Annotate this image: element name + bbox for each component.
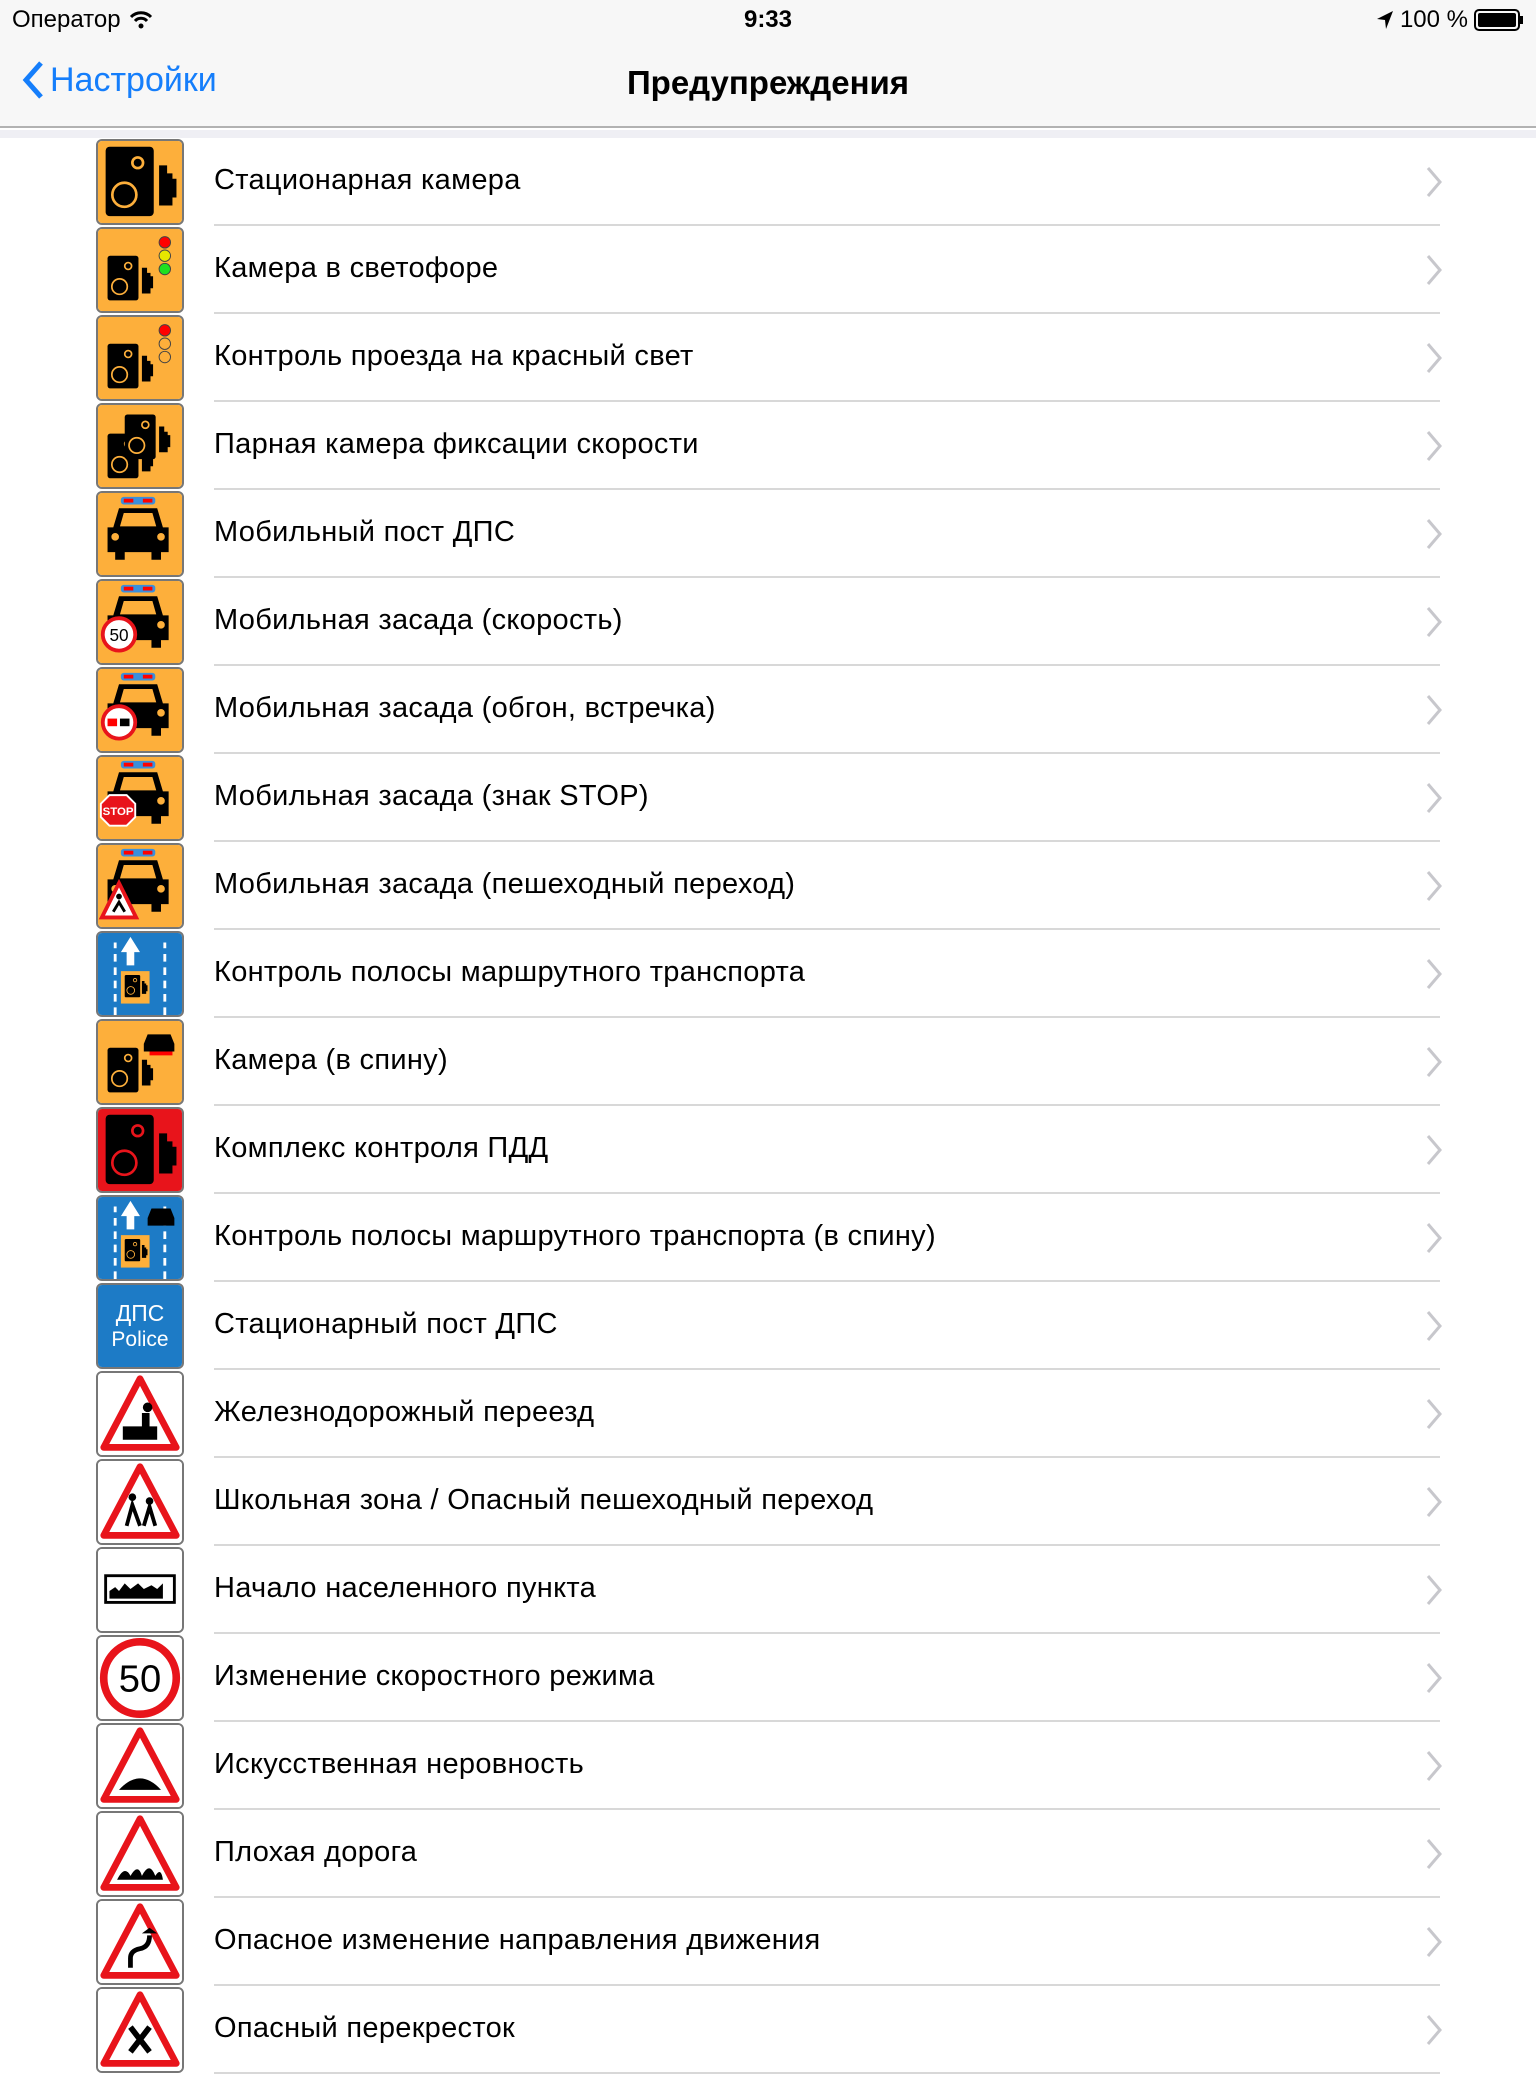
list-item[interactable]: [0, 930, 1536, 1018]
bad-road-sign-icon: [96, 1811, 184, 1897]
chevron-right-icon: [1424, 1396, 1444, 1432]
list-item[interactable]: [0, 1194, 1536, 1282]
list-item-label: Начало населенного пункта: [214, 1572, 597, 1604]
chevron-right-icon: [1424, 1484, 1444, 1520]
list-item[interactable]: [0, 1282, 1536, 1370]
chevron-right-icon: [1424, 516, 1444, 552]
chevron-right-icon: [1424, 252, 1444, 288]
list-item[interactable]: [0, 1722, 1536, 1810]
chevron-right-icon: [1424, 1132, 1444, 1168]
list-item-label: Комплекс контроля ПДД: [214, 1132, 549, 1164]
police-post-icon: [96, 1283, 184, 1369]
back-label: Настройки: [50, 60, 217, 99]
chevron-right-icon: [1424, 164, 1444, 200]
battery-percent: 100 %: [1399, 6, 1468, 33]
navigation-bar: [0, 40, 1536, 128]
list-item-label: Плохая дорога: [214, 1836, 418, 1868]
carrier: Оператор: [12, 6, 121, 33]
list-item[interactable]: [0, 1370, 1536, 1458]
warnings-list: [0, 138, 1536, 2074]
camera-red-light-icon: [96, 315, 184, 401]
list-item-label: Опасное изменение направления движения: [214, 1924, 821, 1956]
clock: 9:33: [743, 6, 793, 33]
town-sign-icon: [96, 1547, 184, 1633]
list-item-label: Камера (в спину): [214, 1044, 448, 1076]
list-item-label: Парная камера фиксации скорости: [214, 428, 699, 460]
list-item[interactable]: [0, 1018, 1536, 1106]
list-item-label: Мобильная засада (скорость): [214, 604, 623, 636]
list-item-label: Контроль проезда на красный свет: [214, 340, 694, 372]
chevron-right-icon: [1424, 604, 1444, 640]
section-gap: [0, 130, 1536, 138]
chevron-right-icon: [1424, 340, 1444, 376]
svg-text:50: 50: [118, 1657, 162, 1701]
bus-lane-icon: [96, 931, 184, 1017]
chevron-right-icon: [1424, 1836, 1444, 1872]
list-item-label: Контроль полосы маршрутного транспорта (в спину): [214, 1220, 936, 1252]
list-item-label: Мобильная засада (знак STOP): [214, 780, 649, 812]
list-item[interactable]: [0, 226, 1536, 314]
police-car-stop-icon: [96, 755, 184, 841]
list-item-label: Мобильная засада (пешеходный переход): [214, 868, 796, 900]
chevron-right-icon: [1424, 956, 1444, 992]
list-item[interactable]: [0, 1458, 1536, 1546]
speed-limit-sign-icon: [96, 1635, 184, 1721]
police-car-overtake-icon: [96, 667, 184, 753]
chevron-right-icon: [1424, 1308, 1444, 1344]
list-item[interactable]: [0, 490, 1536, 578]
chevron-right-icon: [1424, 692, 1444, 728]
svg-text:STOP: STOP: [102, 806, 134, 819]
back-button[interactable]: [22, 60, 217, 100]
list-item-label: Опасный перекресток: [214, 2012, 516, 2044]
railway-sign-icon: [96, 1371, 184, 1457]
battery-icon: [1474, 9, 1524, 31]
svg-text:50: 50: [109, 625, 129, 646]
location-arrow-icon: [1376, 10, 1394, 30]
chevron-right-icon: [1424, 428, 1444, 464]
list-item[interactable]: [0, 1546, 1536, 1634]
list-item-label: Контроль полосы маршрутного транспорта: [214, 956, 806, 988]
list-item[interactable]: [0, 1634, 1536, 1722]
list-item-label: Мобильный пост ДПС: [214, 516, 516, 548]
list-item[interactable]: [0, 1810, 1536, 1898]
list-item-label: Стационарный пост ДПС: [214, 1308, 558, 1340]
bus-lane-rear-icon: [96, 1195, 184, 1281]
chevron-right-icon: [1424, 1660, 1444, 1696]
list-item[interactable]: [0, 578, 1536, 666]
list-item-label: Камера в светофоре: [214, 252, 499, 284]
page-title: Предупреждения: [626, 64, 910, 101]
chevron-right-icon: [1424, 1220, 1444, 1256]
police-car-crosswalk-icon: [96, 843, 184, 929]
list-item[interactable]: [0, 754, 1536, 842]
list-item-label: Стационарная камера: [214, 164, 521, 196]
camera-pair-icon: [96, 403, 184, 489]
list-item[interactable]: [0, 1986, 1536, 2074]
status-bar: [0, 0, 1536, 40]
camera-icon: [96, 139, 184, 225]
svg-text:Police: Police: [111, 1328, 169, 1352]
chevron-right-icon: [1424, 1044, 1444, 1080]
list-item-label: Искусственная неровность: [214, 1748, 584, 1780]
chevron-right-icon: [1424, 868, 1444, 904]
chevron-right-icon: [1424, 1572, 1444, 1608]
list-item-label: Железнодорожный переезд: [214, 1396, 595, 1428]
speed-bump-sign-icon: [96, 1723, 184, 1809]
chevron-left-icon: [22, 60, 44, 100]
camera-traffic-light-icon: [96, 227, 184, 313]
camera-red-icon: [96, 1107, 184, 1193]
list-item[interactable]: [0, 314, 1536, 402]
chevron-right-icon: [1424, 2012, 1444, 2048]
list-item[interactable]: [0, 1898, 1536, 1986]
list-item-label: Школьная зона / Опасный пешеходный переход: [214, 1484, 874, 1516]
school-sign-icon: [96, 1459, 184, 1545]
chevron-right-icon: [1424, 780, 1444, 816]
svg-text:ДПС: ДПС: [115, 1300, 165, 1327]
chevron-right-icon: [1424, 1748, 1444, 1784]
crossroad-sign-icon: [96, 1987, 184, 2073]
curve-sign-icon: [96, 1899, 184, 1985]
list-item[interactable]: [0, 666, 1536, 754]
list-item[interactable]: [0, 1106, 1536, 1194]
list-item[interactable]: [0, 842, 1536, 930]
police-car-speed-icon: [96, 579, 184, 665]
list-item-label: Мобильная засада (обгон, встречка): [214, 692, 716, 724]
list-item[interactable]: [0, 138, 1536, 226]
list-item[interactable]: [0, 402, 1536, 490]
camera-rear-icon: [96, 1019, 184, 1105]
list-item-label: Изменение скоростного режима: [214, 1660, 655, 1692]
chevron-right-icon: [1424, 1924, 1444, 1960]
police-car-icon: [96, 491, 184, 577]
